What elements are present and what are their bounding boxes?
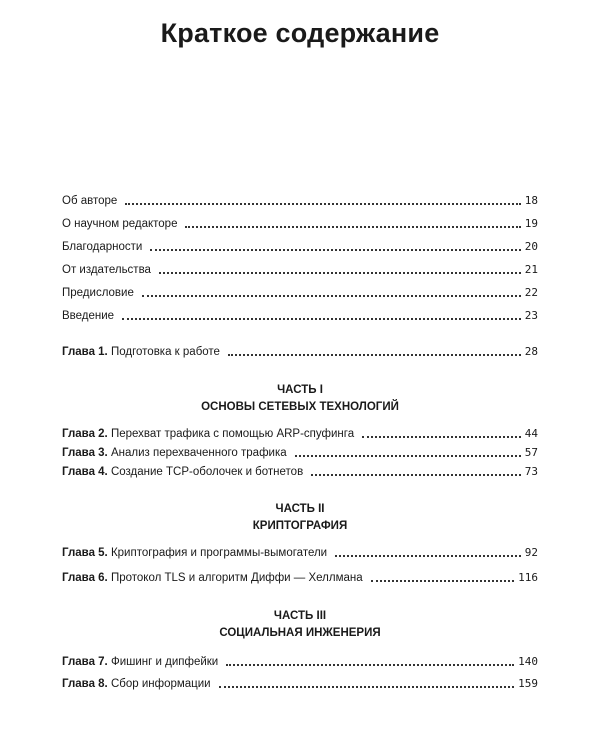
leader-dots (142, 293, 521, 297)
chapter-prefix: Глава 5. (62, 547, 108, 559)
entry-page: 140 (518, 655, 538, 668)
entry-page: 18 (524, 194, 538, 207)
part-3-label: ЧАСТЬ III (273, 610, 327, 622)
leader-dots (185, 224, 520, 228)
entry-page: 44 (524, 427, 538, 440)
chapter-prefix: Глава 3. (62, 447, 108, 459)
entry-page: 57 (524, 446, 538, 459)
entry-page: 22 (524, 286, 538, 299)
leader-dots (362, 434, 521, 438)
chapter-prefix: Глава 4. (62, 466, 108, 478)
entry-label (62, 655, 218, 669)
leader-dots (228, 352, 521, 356)
toc-entry-chapter-3[interactable] (62, 442, 538, 460)
toc-entry-chapter-6[interactable] (62, 567, 538, 585)
page-title: Краткое содержание (160, 18, 440, 48)
entry-page: 116 (518, 571, 538, 584)
entry-label: От издательства (62, 264, 151, 276)
entry-page: 19 (524, 217, 538, 230)
entry-label: Введение (62, 310, 115, 322)
toc-entry-chapter-8[interactable] (62, 673, 538, 691)
chapter-prefix: Глава 7. (62, 656, 108, 668)
chapter-title: Подготовка к работе (110, 346, 220, 358)
leader-dots (335, 553, 521, 557)
toc-entry-chapter-4[interactable] (62, 461, 538, 479)
chapter-title: Анализ перехваченного трафика (110, 447, 287, 459)
leader-dots (159, 270, 521, 274)
leader-dots (122, 316, 521, 320)
entry-label (62, 546, 327, 560)
entry-page: 28 (524, 345, 538, 358)
entry-label: Об авторе (62, 195, 118, 207)
entry-label (62, 677, 211, 691)
leader-dots (295, 453, 521, 457)
part-1-label: ЧАСТЬ I (277, 384, 323, 396)
chapter-title: Протокол TLS и алгоритм Диффи — Хеллмана (110, 572, 363, 584)
part-2-label: ЧАСТЬ II (275, 503, 325, 515)
entry-label (62, 345, 220, 359)
leader-dots (371, 578, 514, 582)
toc-entry-chapter-2[interactable] (62, 423, 538, 441)
part-3-title: СОЦИАЛЬНАЯ ИНЖЕНЕРИЯ (219, 627, 381, 639)
entry-label (62, 446, 287, 460)
entry-page: 20 (524, 240, 538, 253)
toc-entry-introduction[interactable] (62, 305, 538, 323)
toc-entry-about-author[interactable] (62, 190, 538, 208)
entry-page: 23 (524, 309, 538, 322)
entry-page: 159 (518, 677, 538, 690)
chapter-prefix: Глава 8. (62, 678, 108, 690)
toc-entry-about-editor[interactable] (62, 213, 538, 231)
leader-dots (125, 201, 520, 205)
entry-page: 21 (524, 263, 538, 276)
toc-entry-acknowledgements[interactable] (62, 236, 538, 254)
leader-dots (311, 472, 521, 476)
toc-entry-chapter-1[interactable] (62, 341, 538, 359)
chapter-prefix: Глава 2. (62, 428, 108, 440)
leader-dots (150, 247, 520, 251)
chapter-prefix: Глава 1. (62, 346, 108, 358)
toc-entry-chapter-5[interactable] (62, 542, 538, 560)
leader-dots (219, 684, 515, 688)
toc-entry-chapter-7[interactable] (62, 651, 538, 669)
part-1-title: ОСНОВЫ СЕТЕВЫХ ТЕХНОЛОГИЙ (201, 401, 399, 413)
chapter-prefix: Глава 6. (62, 572, 108, 584)
chapter-title: Сбор информации (110, 678, 211, 690)
entry-page: 92 (524, 546, 538, 559)
chapter-title: Перехват трафика с помощью ARP-спуфинга (110, 428, 355, 440)
toc-entry-preface[interactable] (62, 282, 538, 300)
chapter-title: Криптография и программы-вымогатели (110, 547, 328, 559)
chapter-title: Создание TCP-оболочек и ботнетов (110, 466, 304, 478)
entry-label: Благодарности (62, 241, 143, 253)
leader-dots (226, 662, 514, 666)
toc-entry-publisher[interactable] (62, 259, 538, 277)
entry-label: О научном редакторе (62, 218, 178, 230)
part-2-title: КРИПТОГРАФИЯ (252, 520, 348, 532)
chapter-title: Фишинг и дипфейки (110, 656, 219, 668)
entry-page: 73 (524, 465, 538, 478)
entry-label (62, 465, 303, 479)
entry-label: Предисловие (62, 287, 134, 299)
entry-label (62, 571, 363, 585)
entry-label (62, 427, 354, 441)
